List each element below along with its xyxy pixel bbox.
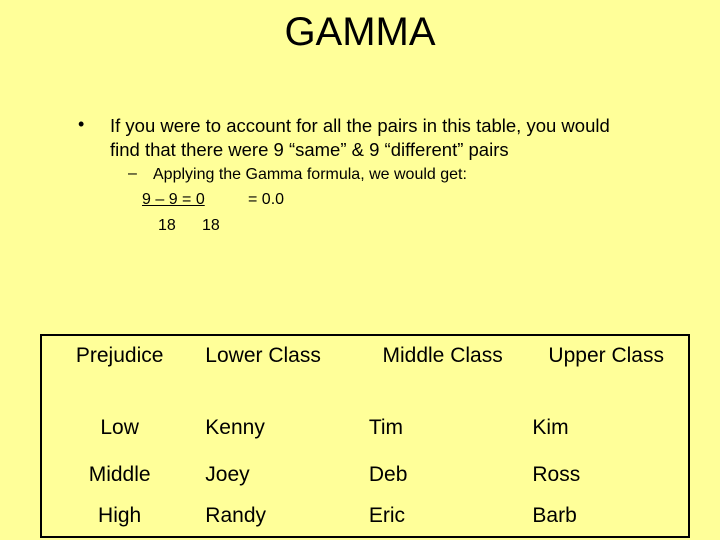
header-lower-class: Lower Class xyxy=(205,344,321,367)
table-cell: Kenny xyxy=(205,416,265,439)
gamma-pairs-table xyxy=(40,334,690,538)
table-cell: Barb xyxy=(532,504,577,527)
header-upper-class: Upper Class xyxy=(548,344,664,367)
formula-numerator: 9 – 9 = 0 xyxy=(142,191,205,208)
row-label: Low xyxy=(100,416,139,439)
formula-denominator-1: 18 xyxy=(158,217,176,234)
header-middle-class: Middle Class xyxy=(382,344,503,367)
bullet-marker: • xyxy=(78,114,85,134)
formula-denominator-2: 18 xyxy=(202,217,220,234)
table-cell: Joey xyxy=(205,463,250,486)
table-row xyxy=(41,454,689,496)
formula-result: = 0.0 xyxy=(248,191,285,208)
table-cell: Kim xyxy=(532,416,569,439)
sub-bullet-text: Applying the Gamma formula, we would get: xyxy=(153,166,467,183)
sub-bullet-marker: – xyxy=(128,165,137,182)
row-label: Middle xyxy=(88,463,151,486)
table-cell: Deb xyxy=(368,463,408,486)
slide-title: GAMMA xyxy=(284,10,436,54)
table-cell: Eric xyxy=(368,504,406,527)
bullet-text: If you were to account for all the pairs in this table, you would find that there were 9 “same” & 9 “different” pairs xyxy=(110,115,610,160)
header-prejudice: Prejudice xyxy=(75,344,164,367)
table-cell: Randy xyxy=(205,504,266,527)
table-cell: Ross xyxy=(532,463,581,486)
table-row xyxy=(41,414,689,454)
table-cell: Tim xyxy=(368,416,404,439)
table-header-row xyxy=(41,335,689,414)
table-row xyxy=(41,496,689,537)
row-label: High xyxy=(98,504,142,527)
